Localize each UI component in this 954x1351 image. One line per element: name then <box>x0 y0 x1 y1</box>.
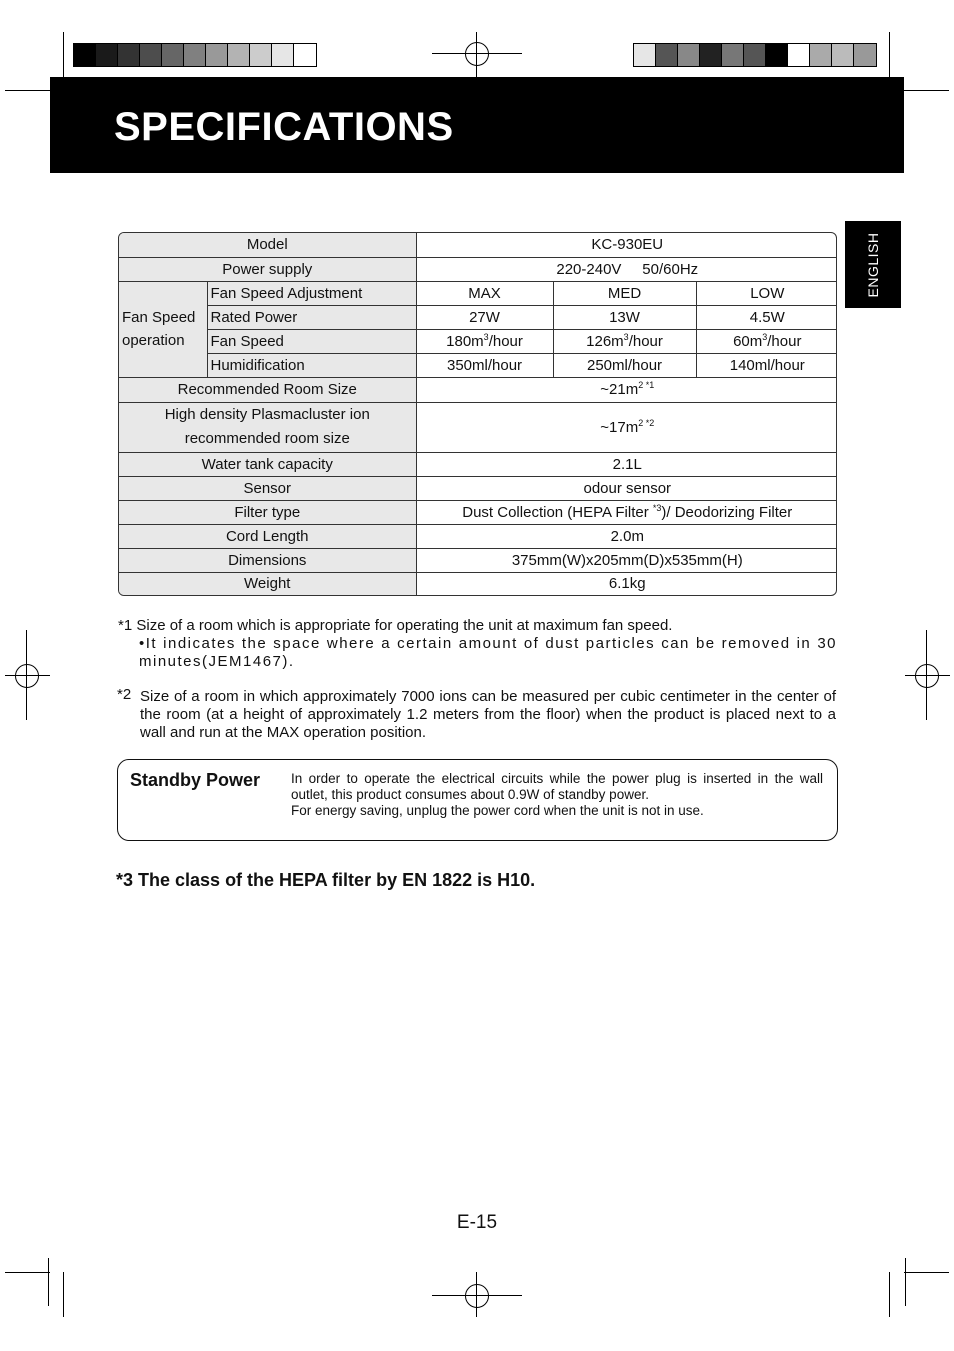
crop-mark <box>905 1258 906 1306</box>
fan-speed-max <box>416 329 553 353</box>
color-swatch <box>744 44 766 66</box>
rated-power-max: 27W <box>416 305 553 329</box>
col-max: MAX <box>416 281 553 305</box>
color-swatch <box>294 44 316 66</box>
page-number: E-15 <box>456 1212 498 1233</box>
fan-group-line1: Fan Speed <box>122 309 196 326</box>
footnote-2-marker: *2 <box>117 686 132 703</box>
crop-mark <box>48 1258 49 1306</box>
color-swatch <box>700 44 722 66</box>
humidification-low: 140ml/hour <box>696 353 837 377</box>
filter-text-post: )/ Deodorizing Filter <box>661 503 793 521</box>
footnote-1-marker: *1 <box>118 617 133 634</box>
color-swatch <box>656 44 678 66</box>
table-row <box>119 452 837 476</box>
table-row <box>119 524 837 548</box>
recommended-room-size-value <box>416 377 837 402</box>
model-value: KC-930EU <box>416 233 837 257</box>
fan-speed-low <box>696 329 837 353</box>
fan-speed-med-num: 126m <box>586 332 624 350</box>
color-swatch <box>678 44 700 66</box>
filter-superscript: *3 <box>652 502 662 513</box>
plasmacluster-room-size-label <box>119 402 416 452</box>
humidification-label: Humidification <box>207 353 416 377</box>
table-row <box>119 402 837 452</box>
power-frequency: 50/60Hz <box>642 260 699 278</box>
table-row <box>119 305 837 329</box>
footnote-1-bullet: •It indicates the space where a certain amount of dust particles can be removed in 30 minutes(JEM1467). <box>139 635 837 670</box>
crop-mark <box>889 32 890 77</box>
crop-mark <box>5 1272 50 1273</box>
cord-length-label: Cord Length <box>119 524 416 548</box>
unit-superscript: 3 <box>623 331 629 342</box>
color-swatch <box>140 44 162 66</box>
sensor-label: Sensor <box>119 476 416 500</box>
table-row <box>119 572 837 595</box>
recommended-room-size-label: Recommended Room Size <box>119 377 416 402</box>
crop-mark <box>904 90 949 91</box>
water-tank-label: Water tank capacity <box>119 452 416 476</box>
unit-suffix: /hour <box>628 332 663 350</box>
rated-power-med: 13W <box>553 305 696 329</box>
color-swatch <box>766 44 788 66</box>
plasma-size-superscript: 2 *2 <box>638 417 655 428</box>
unit-superscript: 3 <box>483 331 489 342</box>
rated-power-label: Rated Power <box>207 305 416 329</box>
crop-mark <box>889 1272 890 1317</box>
table-row <box>119 257 837 281</box>
crop-mark <box>904 1272 949 1273</box>
footnote-1 <box>118 617 838 635</box>
crop-mark <box>63 32 64 77</box>
specifications-table <box>118 232 837 596</box>
color-swatch <box>272 44 294 66</box>
weight-label: Weight <box>119 572 416 595</box>
rated-power-low: 4.5W <box>696 305 837 329</box>
table-row <box>119 353 837 377</box>
fan-speed-adjustment-label: Fan Speed Adjustment <box>207 281 416 305</box>
power-supply-value <box>416 257 837 281</box>
sensor-value: odour sensor <box>416 476 837 500</box>
fan-group-line2: operation <box>122 332 185 349</box>
plasma-size-num: ~17m <box>600 418 639 436</box>
standby-power-title: Standby Power <box>130 770 261 790</box>
color-swatch <box>184 44 206 66</box>
table-row <box>119 233 837 257</box>
color-swatch <box>634 44 656 66</box>
crop-mark <box>63 1272 64 1317</box>
weight-value: 6.1kg <box>416 572 837 595</box>
color-swatch <box>854 44 876 66</box>
plasmacluster-room-size-value <box>416 402 837 452</box>
color-swatch <box>810 44 832 66</box>
color-swatch <box>228 44 250 66</box>
table-row <box>119 500 837 524</box>
fan-speed-label: Fan Speed <box>207 329 416 353</box>
table-row <box>119 329 837 353</box>
unit-suffix: /hour <box>488 332 523 350</box>
color-swatch-strip-right <box>633 43 877 67</box>
color-swatch <box>96 44 118 66</box>
water-tank-value: 2.1L <box>416 452 837 476</box>
table-row <box>119 476 837 500</box>
hepa-class-note: *3 The class of the HEPA filter by EN 1822 is H10. <box>116 870 536 890</box>
plasma-label-line2: recommended room size <box>184 430 350 447</box>
standby-power-body <box>291 771 823 819</box>
dimensions-value: 375mm(W)x205mm(D)x535mm(H) <box>416 548 837 572</box>
power-supply-label: Power supply <box>119 257 416 281</box>
table-row <box>119 377 837 402</box>
page-title: SPECIFICATIONS <box>114 105 454 149</box>
fan-speed-low-num: 60m <box>733 332 763 350</box>
color-swatch-strip-left <box>73 43 317 67</box>
model-label: Model <box>119 233 416 257</box>
title-bar <box>50 77 904 173</box>
color-swatch <box>118 44 140 66</box>
color-swatch <box>788 44 810 66</box>
fan-speed-operation-label <box>119 281 207 377</box>
filter-type-value <box>416 500 837 524</box>
table-row <box>119 281 837 305</box>
standby-power-box <box>117 759 838 841</box>
filter-type-label: Filter type <box>119 500 416 524</box>
standby-line-1: In order to operate the electrical circuits while the power plug is inserted in the wall outlet, this product consumes about 0.9W of standby power. <box>291 771 823 802</box>
dimensions-label: Dimensions <box>119 548 416 572</box>
color-swatch <box>74 44 96 66</box>
color-swatch <box>722 44 744 66</box>
crop-mark <box>5 90 50 91</box>
unit-suffix: /hour <box>767 332 802 350</box>
fan-speed-med <box>553 329 696 353</box>
language-tab <box>845 221 901 308</box>
col-low: LOW <box>696 281 837 305</box>
footnote-1-text: Size of a room which is appropriate for operating the unit at maximum fan speed. <box>136 617 673 634</box>
cord-length-value: 2.0m <box>416 524 837 548</box>
filter-text-pre: Dust Collection (HEPA Filter <box>462 503 653 521</box>
fan-speed-max-num: 180m <box>446 332 484 350</box>
col-med: MED <box>553 281 696 305</box>
room-size-superscript: 2 *1 <box>638 380 655 390</box>
humidification-med: 250ml/hour <box>553 353 696 377</box>
table-row <box>119 548 837 572</box>
color-swatch <box>250 44 272 66</box>
power-voltage: 220-240V <box>556 260 622 278</box>
standby-line-2: For energy saving, unplug the power cord when the unit is not in use. <box>291 803 704 818</box>
room-size-num: ~21m <box>600 381 639 398</box>
footnote-2-text: Size of a room in which approximately 7000 ions can be measured per cubic centimeter in the center of the room (at a height of approximately 1.2 meters from the floor) when the product is placed next to a wall and run at the MAX operation position. <box>140 688 836 741</box>
language-tab-label: ENGLISH <box>865 232 881 297</box>
humidification-max: 350ml/hour <box>416 353 553 377</box>
color-swatch <box>162 44 184 66</box>
plasma-label-line1: High density Plasmacluster ion <box>164 406 370 423</box>
color-swatch <box>832 44 854 66</box>
unit-superscript: 3 <box>762 331 768 342</box>
color-swatch <box>206 44 228 66</box>
